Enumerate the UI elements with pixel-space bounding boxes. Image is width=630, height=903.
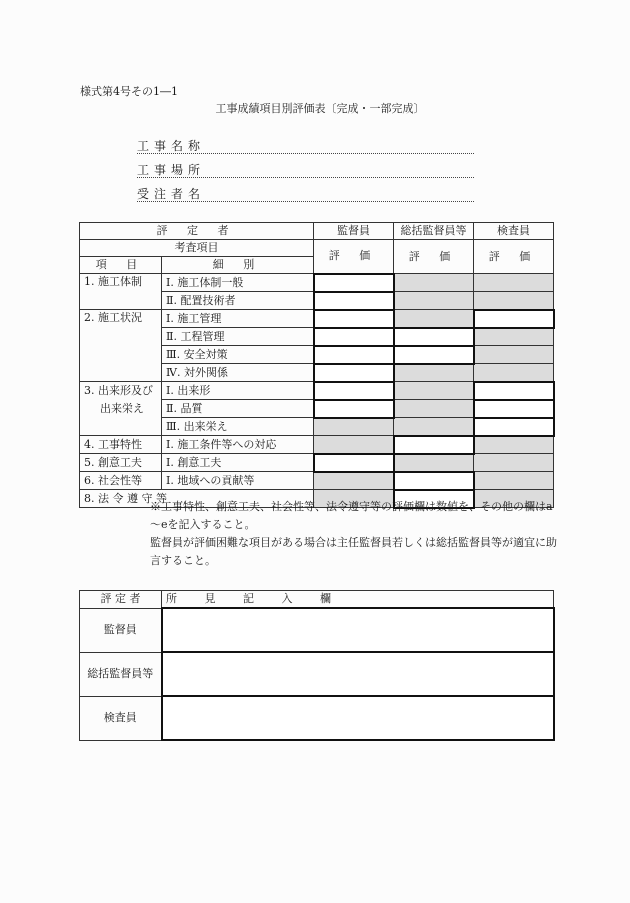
remarks-chief-supervisor-input[interactable] — [162, 652, 554, 696]
detail-label: Ⅰ. 施工管理 — [162, 310, 314, 328]
remarks-chief-supervisor-label: 総括監督員等 — [80, 652, 162, 696]
chief-eval-cell — [394, 400, 474, 418]
chief-eval-cell[interactable] — [394, 346, 474, 364]
item-label: 3. 出来形及び — [80, 382, 162, 400]
supervisor-eval-cell[interactable] — [314, 400, 394, 418]
chief-eval-cell[interactable] — [394, 328, 474, 346]
inspector-eval-cell[interactable] — [474, 310, 554, 328]
evaluator-header: 評 定 者 — [80, 223, 314, 240]
detail-label: Ⅰ. 施工体制一般 — [162, 274, 314, 292]
detail-label: Ⅱ. 配置技術者 — [162, 292, 314, 310]
chief-eval-cell — [394, 454, 474, 472]
form-number: 様式第4号その1―1 — [80, 85, 178, 98]
chief-eval-cell — [394, 310, 474, 328]
supervisor-eval-cell[interactable] — [314, 454, 394, 472]
inspector-eval-cell — [474, 472, 554, 490]
detail-label: Ⅰ. 施工条件等への対応 — [162, 436, 314, 454]
remarks-inspector-input[interactable] — [162, 696, 554, 740]
inspector-eval-cell[interactable] — [474, 382, 554, 400]
inspector-eval-cell — [474, 454, 554, 472]
remarks-table — [79, 590, 555, 741]
construction-location-field[interactable] — [137, 161, 474, 178]
items-group-header: 考査項目 — [80, 240, 314, 257]
chief-eval-cell — [394, 364, 474, 382]
chief-eval-cell[interactable] — [394, 436, 474, 454]
detail-label: Ⅳ. 対外関係 — [162, 364, 314, 382]
supervisor-eval-cell[interactable] — [314, 328, 394, 346]
note-supervisor-advice: 監督員が評価困難な項目がある場合は主任監督員若しくは総括監督員等が適宜に助言すること。 — [150, 536, 557, 567]
inspector-eval-cell[interactable] — [474, 400, 554, 418]
detail-label: Ⅲ. 安全対策 — [162, 346, 314, 364]
detail-header: 細 別 — [162, 257, 314, 274]
chief-eval-header: 評 価 — [394, 240, 474, 274]
construction-name-label: 工事名称 — [137, 139, 206, 153]
supervisor-eval-cell[interactable] — [314, 292, 394, 310]
remarks-supervisor-input[interactable] — [162, 608, 554, 652]
detail-label: Ⅰ. 創意工夫 — [162, 454, 314, 472]
item-label: 5. 創意工夫 — [80, 454, 162, 472]
chief-eval-cell — [394, 292, 474, 310]
detail-label: Ⅰ. 地域への貢献等 — [162, 472, 314, 490]
supervisor-eval-cell — [314, 436, 394, 454]
inspector-eval-cell — [474, 364, 554, 382]
item-header: 項 目 — [80, 257, 162, 274]
inspector-eval-cell — [474, 436, 554, 454]
inspector-header: 検査員 — [474, 223, 554, 240]
construction-location-label: 工事場所 — [137, 163, 206, 177]
supervisor-eval-cell[interactable] — [314, 274, 394, 292]
contractor-name-label: 受注者名 — [137, 187, 206, 201]
item-label: 2. 施工状況 — [80, 310, 162, 382]
item-label: 出来栄え — [80, 400, 162, 418]
chief-eval-cell — [394, 274, 474, 292]
supervisor-eval-cell — [314, 418, 394, 436]
remarks-evaluator-header: 評 定 者 — [80, 591, 162, 609]
chief-eval-cell[interactable] — [394, 472, 474, 490]
inspector-eval-cell — [474, 292, 554, 310]
supervisor-header: 監督員 — [314, 223, 394, 240]
supervisor-eval-cell[interactable] — [314, 382, 394, 400]
item-label: 4. 工事特性 — [80, 436, 162, 454]
detail-label: Ⅰ. 出来形 — [162, 382, 314, 400]
inspector-eval-cell — [474, 328, 554, 346]
chief-eval-cell — [394, 382, 474, 400]
evaluation-table — [79, 222, 555, 509]
detail-label: Ⅱ. 品質 — [162, 400, 314, 418]
inspector-eval-cell[interactable] — [474, 418, 554, 436]
item-label — [80, 418, 162, 436]
chief-eval-cell — [394, 418, 474, 436]
item-label: 8. 法 令 遵 守 等 — [80, 490, 314, 508]
supervisor-eval-header: 評 価 — [314, 240, 394, 274]
item-label: 6. 社会性等 — [80, 472, 162, 490]
supervisor-eval-cell[interactable] — [314, 310, 394, 328]
supervisor-eval-cell — [314, 472, 394, 490]
remarks-supervisor-label: 監督員 — [80, 608, 162, 652]
inspector-eval-header: 評 価 — [474, 240, 554, 274]
chief-supervisor-header: 総括監督員等 — [394, 223, 474, 240]
detail-label: Ⅱ. 工程管理 — [162, 328, 314, 346]
supervisor-eval-cell[interactable] — [314, 346, 394, 364]
supervisor-eval-cell[interactable] — [314, 364, 394, 382]
remarks-inspector-label: 検査員 — [80, 696, 162, 740]
inspector-eval-cell — [474, 346, 554, 364]
item-label: 1. 施工体制 — [80, 274, 162, 310]
note-evaluation-values: ※工事特性、創意工夫、社会性等、法令遵守等の評価欄は数値を、その他の欄はa～eを記入すること。 — [150, 500, 553, 531]
form-title: 工事成績項目別評価表〔完成・一部完成〕 — [215, 102, 425, 115]
detail-label: Ⅲ. 出来栄え — [162, 418, 314, 436]
remarks-opinion-header: 所 見 記 入 欄 — [162, 591, 554, 609]
contractor-name-field[interactable] — [137, 185, 474, 202]
construction-name-field[interactable] — [137, 137, 474, 154]
inspector-eval-cell — [474, 274, 554, 292]
